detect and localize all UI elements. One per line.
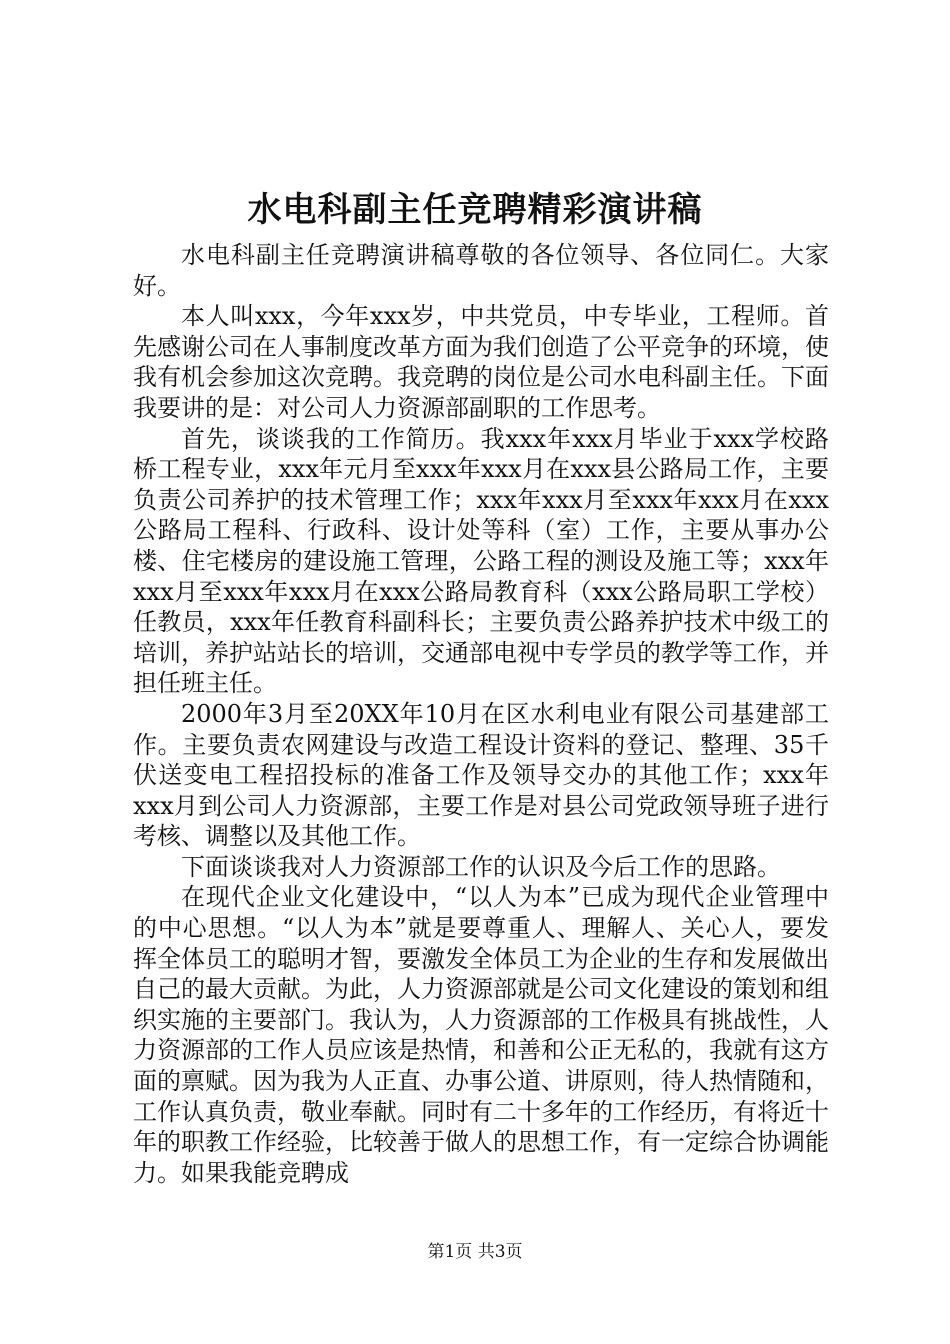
- paragraph-work-history: 首先，谈谈我的工作简历。我xxx年xxx月毕业于xxx学校路桥工程专业，xxx年元月至xxx年xxx月在xxx县公路局工作，主要负责公司养护的技术管理工作；xxx年xxx月至xxx年xxx月在xxx公路局工程科、行政科、设计处等科（室）工作，主要从事办公楼、住宅楼房的建设施工管理，公路工程的测设及施工等；xxx年xxx月至xxx年xxx月在xxx公路局教育科（xxx公路局职工学校）任教员，xxx年任教育科副科长；主要负责公路养护技术中级工的培训，养护站站长的培训，交通部电视中专学员的教学等工作，并担任班主任。: [133, 424, 829, 698]
- paragraph-greeting: 水电科副主任竞聘演讲稿尊敬的各位领导、各位同仁。大家好。: [133, 241, 829, 300]
- paragraph-transition: 下面谈谈我对人力资源部工作的认识及今后工作的思路。: [181, 852, 781, 881]
- paragraph-understanding: 在现代企业文化建设中，“以人为本”已成为现代企业管理中的中心思想。“以人为本”就是要尊重人、理解人、关心人，要发挥全体员工的聪明才智，要激发全体员工为企业的生存和发展做出自己的最大贡献。为此，人力资源部就是公司文化建设的策划和组织实施的主要部门。我认为，人力资源部的工作极具有挑战性，人力资源部的工作人员应该是热情，和善和公正无私的，我就有这方面的禀赋。因为我为人正直、办事公道、讲原则，待人热情随和，工作认真负责，敬业奉献。同时有二十多年的工作经历，有将近十年的职教工作经验，比较善于做人的思想工作，有一定综合协调能力。如果我能竞聘成: [133, 883, 829, 1187]
- document-title: 水电科副主任竞聘精彩演讲稿: [247, 190, 703, 230]
- document-body: [133, 240, 829, 1188]
- page-footer: 第1页 共3页: [427, 1242, 523, 1262]
- paragraph-recent-work: 2000年3月至20XX年10月在区水利电业有限公司基建部工作。主要负责农网建设与改造工程设计资料的登记、整理、35千伏送变电工程招投标的准备工作及领导交办的其他工作；xxx年xxx月到公司人力资源部，主要工作是对县公司党政领导班子进行考核、调整以及其他工作。: [133, 699, 829, 851]
- paragraph-introduction: 本人叫xxx，今年xxx岁，中共党员，中专毕业，工程师。首先感谢公司在人事制度改革方面为我们创造了公平竞争的环境，使我有机会参加这次竞聘。我竞聘的岗位是公司水电科副主任。下面我要讲的是：对公司人力资源部副职的工作思考。: [133, 302, 829, 422]
